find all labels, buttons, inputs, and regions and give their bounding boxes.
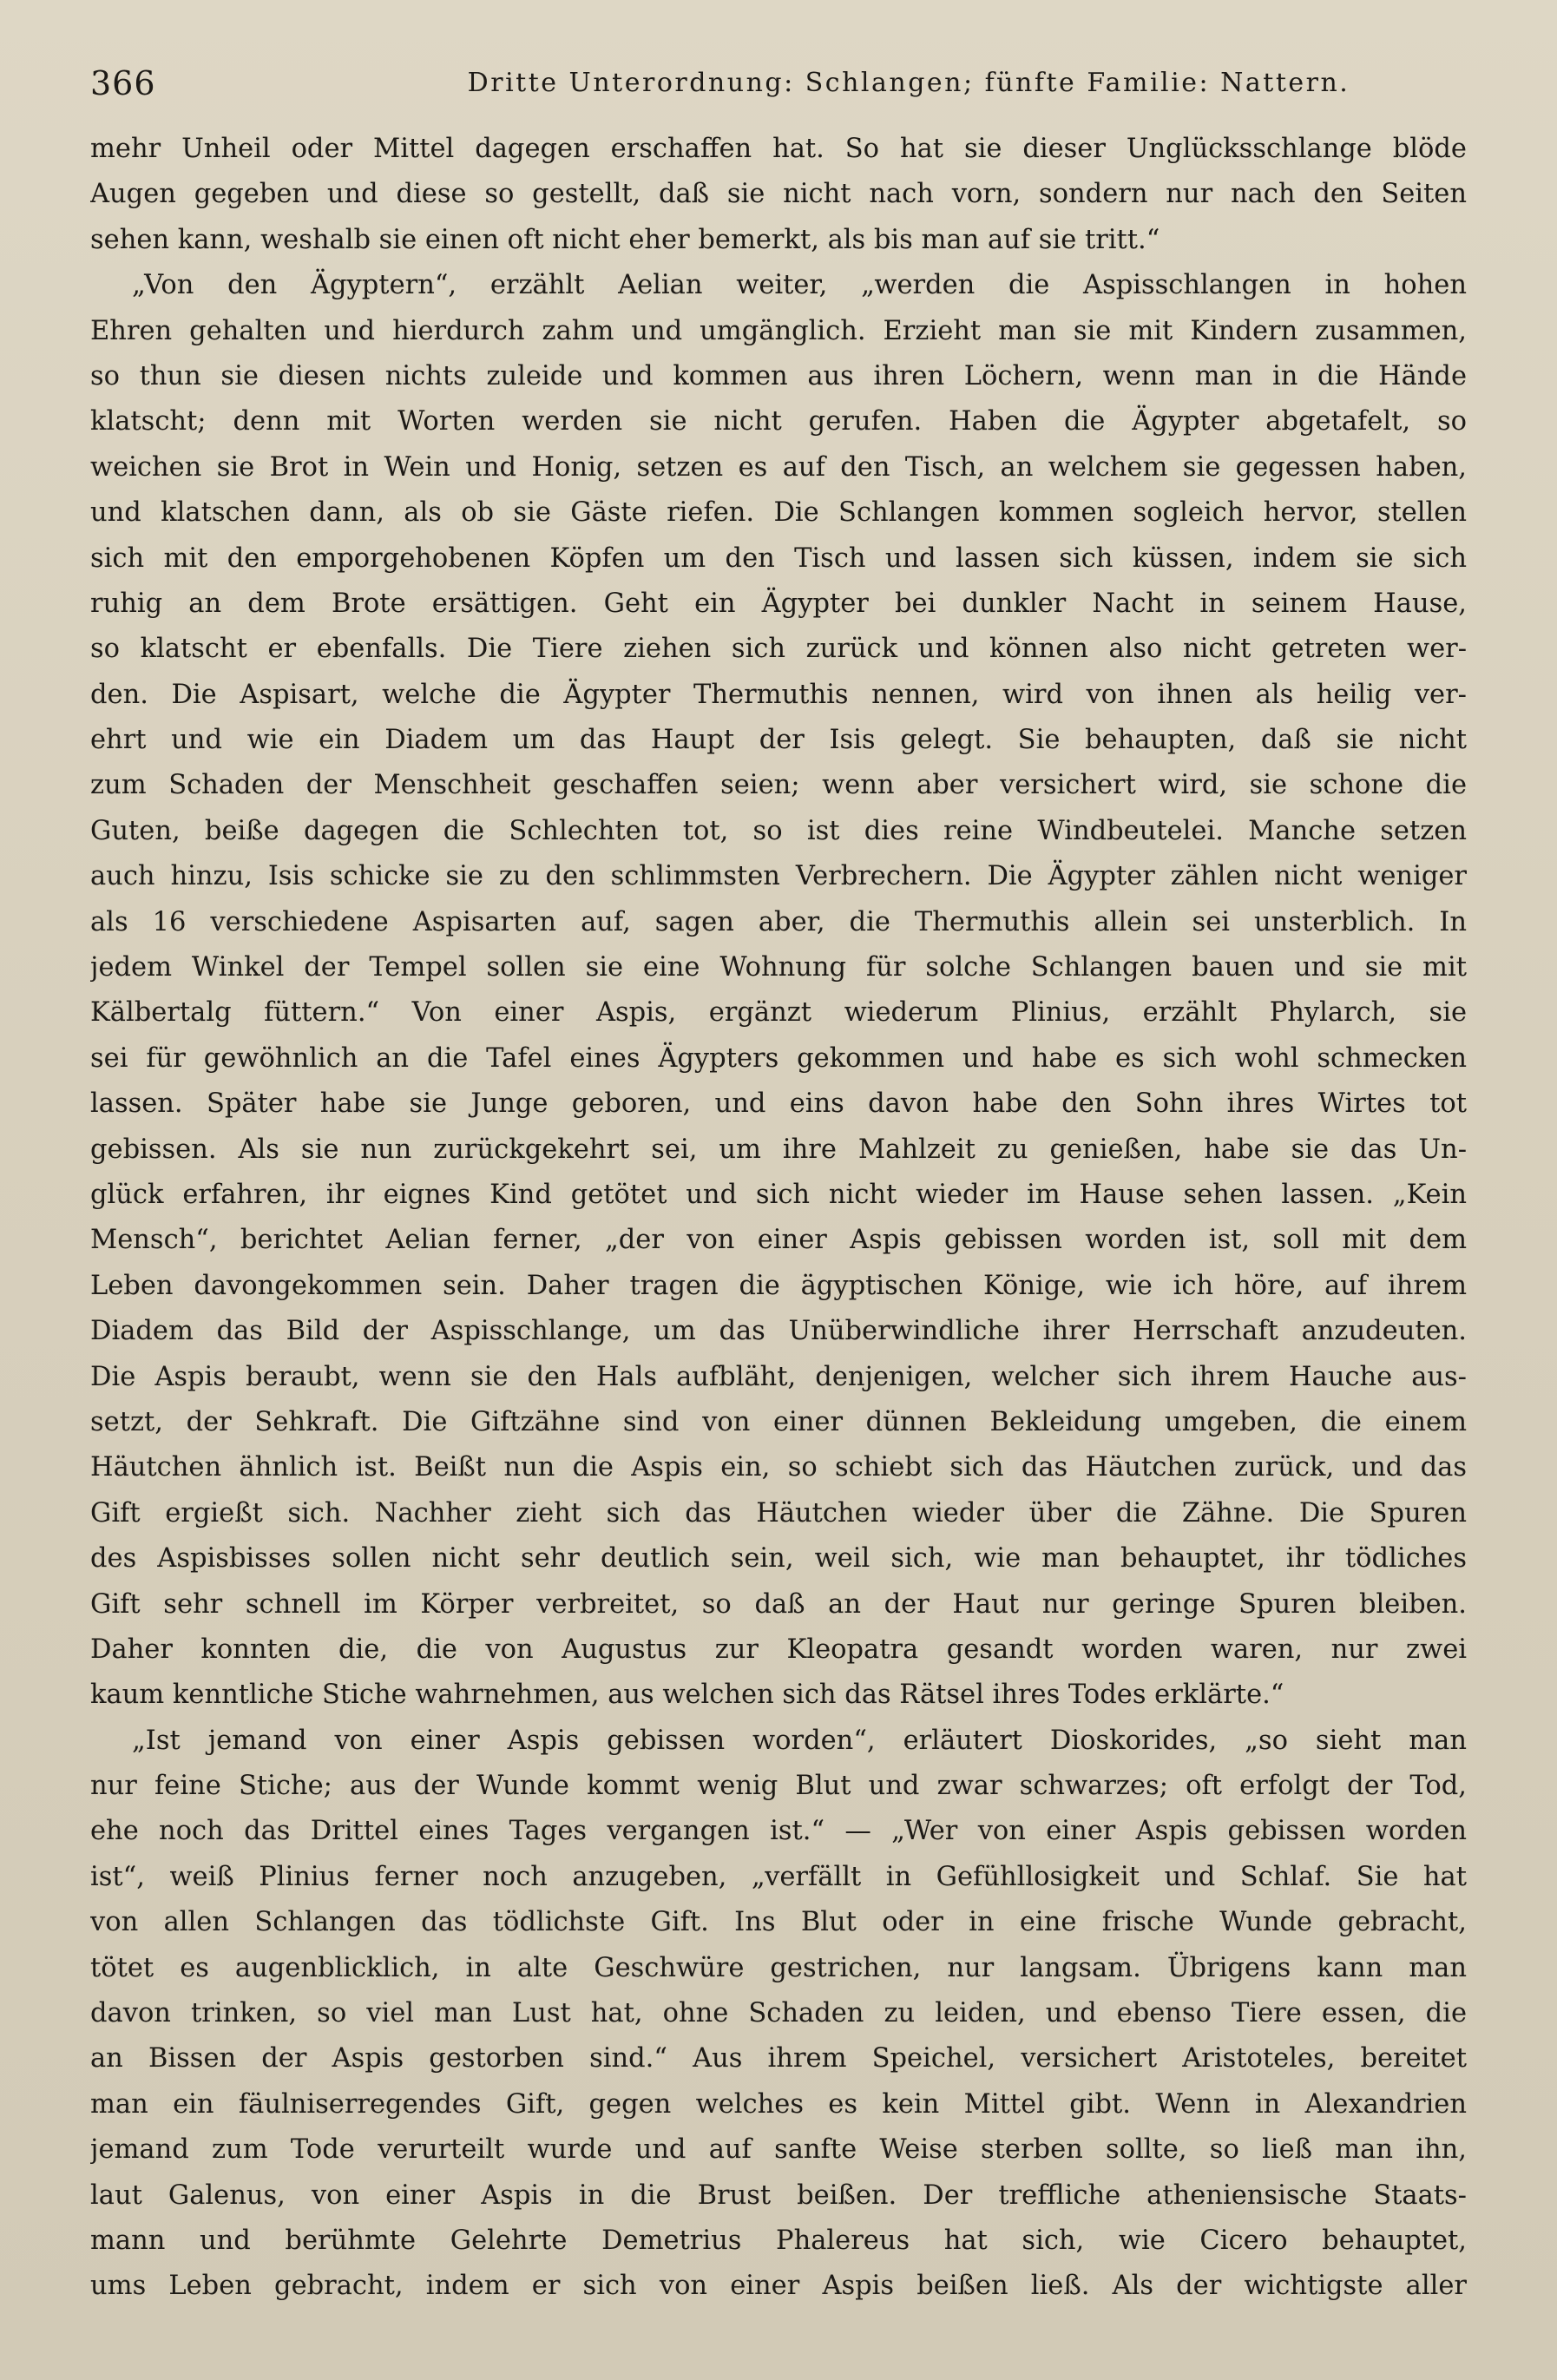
text-line: Ehren gehalten und hierdurch zahm und umgänglich. Erzieht man sie mit Kindern zusammen, [90, 315, 1467, 346]
text-line: lassen. Später habe sie Junge geboren, und eins davon habe den Sohn ihres Wirtes tot [90, 1088, 1467, 1120]
text-line: auch hinzu, Isis schicke sie zu den schlimmsten Verbrechern. Die Ägypter zählen nicht weniger [90, 861, 1467, 892]
text-line: Diadem das Bild der Aspisschlange, um das Unüberwindliche ihrer Herrschaft anzudeuten. [90, 1316, 1467, 1347]
text-line: ehe noch das Drittel eines Tages vergangen ist.“ — „Wer von einer Aspis gebissen worden [90, 1816, 1467, 1847]
text-line: Häutchen ähnlich ist. Beißt nun die Aspis ein, so schiebt sich das Häutchen zurück, und das [90, 1452, 1467, 1483]
text-line: und klatschen dann, als ob sie Gäste riefen. Die Schlangen kommen sogleich hervor, stellen [90, 497, 1467, 529]
text-line: Mensch“, berichtet Aelian ferner, „der von einer Aspis gebissen worden ist, soll mit dem [90, 1225, 1467, 1256]
text-line: klatscht; denn mit Worten werden sie nicht gerufen. Haben die Ägypter abgetafelt, so [90, 406, 1467, 437]
text-line: „Von den Ägyptern“, erzählt Aelian weiter, „werden die Aspisschlangen in hohen [132, 270, 1467, 301]
text-line: Gift sehr schnell im Körper verbreitet, so daß an der Haut nur geringe Spuren bleiben. [90, 1588, 1467, 1620]
text-line: des Aspisbisses sollen nicht sehr deutlich sein, weil sich, wie man behauptet, ihr tödliches [90, 1543, 1467, 1575]
text-line: so klatscht er ebenfalls. Die Tiere ziehen sich zurück und können also nicht getreten wer- [90, 634, 1467, 665]
text-line: nur feine Stiche; aus der Wunde kommt wenig Blut und zwar schwarzes; oft erfolgt der Tod, [90, 1771, 1467, 1802]
text-line: gebissen. Als sie nun zurückgekehrt sei, um ihre Mahlzeit zu genießen, habe sie das Un- [90, 1134, 1467, 1165]
text-line: ums Leben gebracht, indem er sich von einer Aspis beißen ließ. Als der wichtigste aller [90, 2271, 1467, 2302]
text-line: tötet es augenblicklich, in alte Geschwüre gestrichen, nur langsam. Übrigens kann man [90, 1952, 1467, 1983]
text-line: mann und berühmte Gelehrte Demetrius Phalereus hat sich, wie Cicero behauptet, [90, 2225, 1467, 2256]
text-line: setzt, der Sehkraft. Die Giftzähne sind von einer dünnen Bekleidung umgeben, die einem [90, 1406, 1467, 1437]
text-line: kaum kenntliche Stiche wahrnehmen, aus welchen sich das Rätsel ihres Todes erklärte.“ [90, 1680, 1284, 1711]
text-line: weichen sie Brot in Wein und Honig, setzen es auf den Tisch, an welchem sie gegessen haben, [90, 451, 1467, 483]
text-line: ruhig an dem Brote ersättigen. Geht ein Ägypter bei dunkler Nacht in seinem Hause, [90, 588, 1467, 619]
text-line: sei für gewöhnlich an die Tafel eines Ägypters gekommen und habe es sich wohl schmecken [90, 1042, 1467, 1074]
text-line: so thun sie diesen nichts zuleide und kommen aus ihren Löchern, wenn man in die Hände [90, 360, 1467, 391]
text-line: an Bissen der Aspis gestorben sind.“ Aus ihrem Speichel, versichert Aristoteles, bereitet [90, 2043, 1467, 2074]
running-title: Dritte Unterordnung: Schlangen; fünfte Familie: Nattern. [467, 68, 1350, 98]
text-line: als 16 verschiedene Aspisarten auf, sagen aber, die Thermuthis allein sei unsterblich. In [90, 906, 1467, 937]
text-line: Daher konnten die, die von Augustus zur Kleopatra gesandt worden waren, nur zwei [90, 1634, 1467, 1665]
text-line: von allen Schlangen das tödlichste Gift. Ins Blut oder in eine frische Wunde gebracht, [90, 1907, 1467, 1938]
text-line: ist“, weiß Plinius ferner noch anzugeben, „verfällt in Gefühllosigkeit und Schlaf. Sie hat [90, 1861, 1467, 1892]
text-line: zum Schaden der Menschheit geschaffen seien; wenn aber versichert wird, sie schone die [90, 770, 1467, 801]
text-line: Kälbertalg füttern.“ Von einer Aspis, ergänzt wiederum Plinius, erzählt Phylarch, sie [90, 997, 1467, 1029]
text-line: sich mit den emporgehobenen Köpfen um den Tisch und lassen sich küssen, indem sie sich [90, 542, 1467, 574]
text-line: jedem Winkel der Tempel sollen sie eine Wohnung für solche Schlangen bauen und sie mit [90, 952, 1467, 983]
text-line: Leben davongekommen sein. Daher tragen die ägyptischen Könige, wie ich höre, auf ihrem [90, 1270, 1467, 1301]
text-line: den. Die Aspisart, welche die Ägypter Thermuthis nennen, wird von ihnen als heilig ver- [90, 679, 1467, 710]
text-line: glück erfahren, ihr eignes Kind getötet und sich nicht wieder im Hause sehen lassen. „Kein [90, 1179, 1467, 1210]
text-line: davon trinken, so viel man Lust hat, ohne Schaden zu leiden, und ebenso Tiere essen, die [90, 1998, 1467, 2029]
text-line: jemand zum Tode verurteilt wurde und auf sanfte Weise sterben sollte, so ließ man ihn, [90, 2134, 1467, 2166]
text-line: sehen kann, weshalb sie einen oft nicht eher bemerkt, als bis man auf sie tritt.“ [90, 224, 1160, 255]
page-number: 366 [90, 64, 156, 102]
text-line: ehrt und wie ein Diadem um das Haupt der Isis gelegt. Sie behaupten, daß sie nicht [90, 725, 1467, 756]
text-line: laut Galenus, von einer Aspis in die Brust beißen. Der treffliche atheniensische Staats- [90, 2179, 1467, 2211]
text-line: mehr Unheil oder Mittel dagegen erschaffen hat. So hat sie dieser Unglücksschlange blöde [90, 134, 1467, 164]
text-line: Augen gegeben und diese so gestellt, daß sie nicht nach vorn, sondern nur nach den Seiten [90, 179, 1467, 210]
text-line: man ein fäulniserregendes Gift, gegen welches es kein Mittel gibt. Wenn in Alexandrien [90, 2088, 1467, 2120]
body-text [90, 127, 1467, 2302]
text-line: Gift ergießt sich. Nachher zieht sich das Häutchen wieder über die Zähne. Die Spuren [90, 1497, 1467, 1529]
text-line: Guten, beiße dagegen die Schlechten tot, so ist dies reine Windbeutelei. Manche setzen [90, 815, 1467, 846]
page-header [90, 59, 1467, 108]
text-line: „Ist jemand von einer Aspis gebissen worden“, erläutert Dioskorides, „so sieht man [132, 1725, 1467, 1756]
text-line: Die Aspis beraubt, wenn sie den Hals aufbläht, denjenigen, welcher sich ihrem Hauche aus- [90, 1361, 1467, 1392]
